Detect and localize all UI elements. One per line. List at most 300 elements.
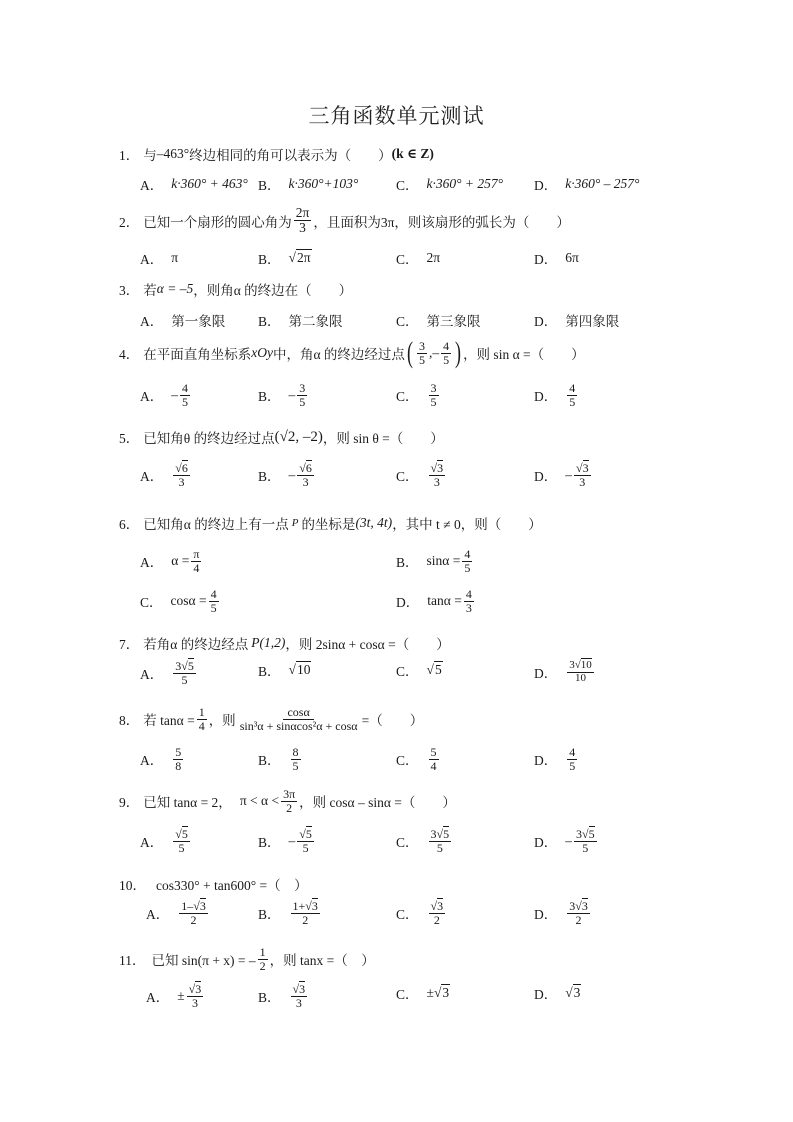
denominator: 3: [295, 995, 302, 1010]
numerator: √3: [188, 982, 202, 996]
denominator: 5: [436, 840, 443, 855]
radicand: 5: [187, 659, 194, 673]
option-c[interactable]: [396, 248, 440, 268]
option-value: k·360° + 463°: [171, 176, 248, 191]
option-value: 2π: [426, 250, 441, 265]
fraction: [187, 983, 204, 1009]
sqrt-expression: √5: [426, 662, 442, 677]
option-a[interactable]: [146, 900, 210, 926]
stem-text: 已知 tanα = 2，: [143, 795, 232, 811]
stem-point: (√2, –2): [274, 428, 323, 445]
option-value: 第四象限: [565, 314, 620, 329]
numerator: 4: [182, 381, 188, 395]
option-label: D．: [534, 314, 558, 329]
question-number: 4．: [119, 347, 140, 362]
option-d[interactable]: [534, 660, 596, 684]
numerator: 3: [299, 381, 306, 395]
numerator: 2π: [295, 205, 310, 220]
denominator: 5: [582, 840, 589, 855]
radicand: 5: [434, 662, 442, 677]
option-label: D．: [534, 987, 558, 1002]
sign: –: [432, 345, 440, 360]
numerator: 4: [569, 381, 576, 395]
option-d[interactable]: [534, 174, 639, 194]
option-label: B．: [258, 314, 281, 329]
sign: ±: [177, 988, 185, 1004]
option-b[interactable]: [258, 462, 316, 488]
option-c[interactable]: [396, 900, 447, 926]
stem-text: 若: [143, 283, 157, 298]
question-number: 9．: [119, 795, 140, 811]
option-label: D．: [534, 907, 558, 923]
radicand: 6: [181, 461, 188, 475]
fraction: [429, 746, 439, 772]
numerator: 8: [292, 745, 299, 759]
option-label: D．: [534, 835, 558, 851]
option-lhs: tanα =: [427, 593, 462, 609]
question-7: [119, 633, 450, 653]
option-c[interactable]: [396, 382, 441, 408]
numerator: 3π: [283, 787, 296, 801]
fraction: [179, 900, 208, 926]
question-number: 3．: [119, 283, 140, 298]
option-label: A．: [146, 907, 170, 923]
option-c[interactable]: [396, 660, 443, 680]
denominator: 5: [302, 840, 309, 855]
stem-text: ，则 sin θ =（ ）: [322, 431, 444, 446]
option-label: B．: [258, 469, 281, 485]
fraction: [567, 660, 594, 684]
option-label: C．: [396, 469, 419, 485]
option-label: A．: [140, 252, 164, 267]
denominator: 2: [575, 912, 582, 927]
question-1: [119, 144, 434, 164]
denominator: 3: [178, 474, 185, 489]
option-label: D．: [534, 178, 558, 193]
stem-fraction: [294, 206, 312, 235]
numerator: 1+√3: [292, 899, 318, 913]
numerator: 3√5: [175, 659, 194, 673]
radicand: 3: [442, 985, 450, 1000]
option-label: C．: [396, 389, 419, 405]
option-a[interactable]: [140, 248, 178, 268]
numerator: 5: [175, 745, 182, 759]
question-9: [119, 788, 456, 814]
options-row-10: [0, 900, 793, 940]
denominator: 3: [302, 474, 309, 489]
fraction: [173, 660, 196, 686]
denominator: 5: [178, 840, 185, 855]
option-label: C．: [396, 835, 419, 851]
option-c[interactable]: [140, 588, 221, 614]
fraction: [567, 382, 577, 408]
fraction: [567, 746, 577, 772]
question-number: 6．: [119, 517, 140, 532]
point-y: [441, 340, 451, 366]
denominator: 10: [575, 671, 587, 684]
radicand: 6: [305, 461, 312, 475]
denominator: 2: [302, 912, 309, 927]
stem-fraction: [281, 788, 297, 814]
option-a[interactable]: [140, 746, 185, 772]
denominator: 5: [182, 394, 188, 409]
question-number: 7．: [119, 637, 140, 652]
option-d[interactable]: [534, 248, 579, 268]
stem-text: 中，角α 的终边经过点: [272, 347, 405, 362]
option-label: B．: [396, 555, 419, 571]
option-label: D．: [534, 389, 558, 405]
radicand: 3: [195, 982, 202, 996]
radicand: 2π: [296, 250, 311, 265]
radicand: 10: [580, 659, 592, 671]
numerator: cosα: [283, 706, 313, 720]
stem-text: 的坐标是: [301, 517, 356, 532]
option-lhs: cosα =: [170, 593, 207, 609]
sign: –: [288, 833, 296, 849]
fraction: [567, 900, 590, 926]
option-label: D．: [534, 753, 558, 769]
option-label: A．: [140, 178, 164, 193]
option-label: A．: [140, 667, 164, 683]
stem-text: ，则 sin α =（ ）: [463, 347, 585, 362]
option-b[interactable]: [258, 248, 312, 268]
option-label: B．: [258, 907, 281, 923]
separator: ,: [428, 345, 433, 360]
fraction: [209, 588, 219, 614]
numerator: 4: [443, 338, 450, 353]
stem-text: 已知角θ 的终边经过点: [143, 431, 275, 446]
denominator: 5: [569, 394, 576, 409]
stem-text: 已知 sin(π + x) = –: [151, 953, 256, 969]
numerator: 3√5: [576, 827, 595, 841]
radicand: 3: [581, 899, 588, 913]
denominator: 5: [299, 394, 306, 409]
fraction: [173, 746, 183, 772]
numerator: 5: [430, 745, 437, 759]
stem-text: ，则 2sinα + cosα =（ ）: [285, 637, 450, 652]
page-title: 三角函数单元测试: [308, 104, 485, 128]
fraction: [297, 382, 307, 408]
radicand: 5: [305, 827, 312, 841]
option-value: 第三象限: [426, 314, 481, 329]
fraction: [291, 746, 301, 772]
point-x: [417, 340, 427, 366]
option-value: π: [171, 250, 179, 265]
denominator: 5: [210, 600, 217, 615]
stem-text: ，且面积为3π，则该扇形的弧长为（ ）: [313, 214, 570, 230]
option-label: A．: [140, 469, 164, 485]
numerator: √3: [576, 461, 589, 475]
numerator: √5: [299, 827, 312, 841]
right-paren: ): [455, 336, 462, 369]
numerator: √6: [299, 461, 312, 475]
left-paren: (: [406, 336, 413, 369]
stem-math: cos330° + tan600° =（ ）: [156, 878, 308, 893]
fraction: [464, 588, 474, 614]
numerator: √6: [175, 461, 188, 475]
fraction: [429, 900, 446, 926]
question-number: 5．: [119, 431, 140, 446]
fraction: [173, 462, 190, 488]
numerator: 3: [418, 338, 425, 353]
stem-text: 终边相同的角可以表示为（ ）: [189, 148, 392, 163]
sqrt-expression: √3: [565, 985, 581, 1000]
stem-text: 已知角α 的终边上有一点: [143, 517, 289, 532]
option-b[interactable]: [396, 548, 474, 574]
radicand: 3: [437, 899, 444, 913]
sign: –: [565, 467, 572, 483]
numerator: √5: [175, 827, 188, 841]
numerator: 4: [210, 587, 217, 601]
numerator: π: [193, 547, 200, 561]
option-label: D．: [534, 252, 558, 267]
stem-text: ，其中 t ≠ 0，则（ ）: [392, 517, 542, 532]
numerator: 1: [198, 705, 205, 719]
question-11: [119, 946, 375, 972]
option-b[interactable]: [258, 983, 309, 1009]
option-label: A．: [146, 990, 170, 1006]
radicand: 5: [443, 827, 450, 841]
option-b[interactable]: [258, 310, 343, 330]
numerator: 3√5: [430, 827, 450, 841]
question-2: [119, 206, 570, 235]
option-d[interactable]: [534, 900, 592, 926]
numerator-prefix: 3: [569, 899, 576, 913]
option-label: D．: [396, 595, 420, 611]
numerator-prefix: 1+: [292, 899, 306, 913]
denominator: 4: [193, 560, 200, 575]
options-row-6b: [0, 588, 793, 628]
stem-fraction: [197, 706, 207, 732]
option-b[interactable]: [258, 660, 311, 680]
option-value: k·360° – 257°: [565, 176, 640, 191]
option-d[interactable]: [534, 462, 593, 488]
option-label: C．: [396, 664, 419, 679]
options-row-9: [0, 828, 793, 868]
denominator: 3: [299, 220, 306, 236]
coefficient: 3: [576, 827, 582, 841]
stem-text: ，则: [208, 713, 236, 729]
option-d[interactable]: [534, 382, 579, 408]
option-a[interactable]: [146, 983, 205, 1009]
option-b[interactable]: [258, 382, 309, 408]
option-a[interactable]: [140, 828, 192, 854]
radicand: 3: [311, 899, 318, 913]
stem-text: 若 tanα =: [143, 713, 195, 729]
option-value: 6π: [565, 250, 579, 265]
option-label: B．: [258, 389, 281, 405]
sign: –: [288, 467, 296, 483]
option-label: A．: [140, 753, 164, 769]
option-label: A．: [140, 555, 164, 571]
fraction: [297, 828, 314, 854]
stem-point: (3t, 4t): [355, 515, 393, 530]
denominator: 5: [464, 560, 471, 575]
numerator: 4: [569, 745, 576, 759]
option-c[interactable]: [396, 828, 453, 854]
fraction: [173, 828, 190, 854]
option-label: B．: [258, 990, 281, 1006]
denominator: 8: [175, 758, 182, 773]
fraction: [297, 462, 314, 488]
numerator: √3: [430, 461, 444, 475]
option-d[interactable]: [534, 828, 599, 854]
option-lhs: sinα =: [426, 553, 461, 569]
stem-variable: P: [291, 517, 299, 529]
option-value: k·360°+103°: [288, 176, 359, 191]
question-5: [119, 427, 444, 447]
fraction: [574, 462, 591, 488]
option-b[interactable]: [258, 746, 303, 772]
numerator: 4: [464, 547, 471, 561]
option-label: C．: [396, 907, 419, 923]
option-label: B．: [258, 252, 281, 267]
option-c[interactable]: [396, 174, 503, 194]
question-3: [119, 279, 352, 299]
option-label: B．: [258, 835, 281, 851]
question-8: [119, 706, 423, 732]
sign: –: [171, 387, 178, 403]
denominator: 3: [191, 995, 198, 1010]
coefficient: 3: [175, 659, 182, 673]
stem-text: ，则 cosα – sinα =（ ）: [299, 795, 456, 811]
stem-math: π < α <: [239, 793, 280, 809]
denominator: 5: [443, 352, 450, 367]
options-row-6a: [0, 548, 793, 588]
numerator: 3: [430, 381, 437, 395]
option-label: D．: [534, 469, 558, 485]
denominator: sin³α + sinαcos²α + cosα: [239, 718, 358, 733]
numerator: 1–√3: [181, 899, 206, 913]
question-6: [119, 513, 542, 533]
stem-text: 已知一个扇形的圆心角为: [143, 214, 292, 230]
option-a[interactable]: [140, 310, 225, 330]
radicand: 3: [582, 461, 589, 475]
option-label: C．: [396, 987, 419, 1002]
numerator: 3√3: [569, 899, 588, 913]
fraction: [191, 548, 201, 574]
option-c[interactable]: [396, 310, 481, 330]
denominator: 3: [433, 474, 440, 489]
stem-fraction: [258, 946, 268, 972]
option-a[interactable]: [140, 548, 203, 574]
stem-math: –463°: [156, 146, 190, 161]
radicand: 10: [296, 662, 311, 677]
sign: –: [565, 833, 572, 849]
fraction: [462, 548, 472, 574]
option-label: C．: [396, 252, 419, 267]
option-label: B．: [258, 178, 281, 193]
numerator: √3: [292, 982, 306, 996]
denominator: 2: [259, 958, 266, 973]
fraction: [429, 462, 446, 488]
option-label: B．: [258, 753, 281, 769]
option-value: k·360° + 257°: [426, 176, 504, 191]
fraction: [429, 382, 439, 408]
option-value: 第一象限: [171, 314, 226, 329]
denominator: 5: [569, 758, 576, 773]
option-d[interactable]: [396, 588, 476, 614]
radicand: 3: [199, 899, 206, 913]
question-number: 10．: [119, 878, 146, 893]
stem-variable: xOy: [251, 345, 273, 360]
numerator: 4: [465, 587, 472, 601]
denominator: 2: [286, 800, 293, 815]
option-d[interactable]: [534, 746, 579, 772]
question-number: 1．: [119, 148, 140, 163]
radicand: 3: [299, 982, 306, 996]
stem-text: =（ ）: [361, 713, 424, 729]
denominator: 5: [418, 352, 425, 367]
option-label: B．: [258, 664, 281, 679]
option-d[interactable]: [534, 310, 619, 330]
option-a[interactable]: [140, 174, 248, 194]
option-value: 第二象限: [288, 314, 343, 329]
coefficient: 3: [569, 659, 575, 671]
options-row-5: [0, 462, 793, 502]
option-a[interactable]: [140, 660, 198, 686]
option-b[interactable]: [258, 174, 358, 194]
option-a[interactable]: [140, 382, 192, 408]
options-row-7: [0, 660, 793, 700]
radicand: 3: [437, 461, 444, 475]
sqrt-expression: √10: [288, 662, 311, 677]
sqrt-expression: √3: [433, 985, 450, 1000]
option-label: D．: [534, 666, 558, 682]
denominator: 3: [465, 600, 472, 615]
numerator: 1: [259, 945, 266, 959]
radicand: 3: [573, 985, 581, 1000]
option-c[interactable]: [396, 462, 447, 488]
fraction: [574, 828, 597, 854]
radicand: 5: [181, 827, 188, 841]
denominator: 5: [430, 394, 437, 409]
option-label: A．: [140, 389, 164, 405]
question-10: [119, 874, 308, 894]
coefficient: 3: [430, 827, 437, 841]
numerator: 3√10: [569, 659, 592, 671]
denominator: 5: [292, 758, 299, 773]
fraction: [180, 382, 190, 408]
question-4: [119, 338, 585, 368]
option-c[interactable]: [396, 983, 450, 1003]
denominator: 4: [430, 758, 437, 773]
options-row-11: [0, 983, 793, 1023]
options-row-4: [0, 382, 793, 422]
option-c[interactable]: [396, 746, 441, 772]
denominator: 5: [181, 672, 188, 687]
stem-text: 在平面直角坐标系: [143, 347, 252, 362]
option-b[interactable]: [258, 900, 322, 926]
denominator: 4: [198, 718, 205, 733]
option-b[interactable]: [258, 828, 316, 854]
denominator: 2: [190, 912, 197, 927]
option-label: C．: [140, 595, 163, 611]
fraction: [429, 828, 452, 854]
radicand: 5: [588, 827, 595, 841]
numerator-prefix: 1–: [181, 899, 194, 913]
numerator: √3: [430, 899, 444, 913]
option-d[interactable]: [534, 983, 581, 1003]
option-a[interactable]: [140, 462, 192, 488]
stem-math: (k ∈ Z): [391, 146, 434, 161]
fraction: [291, 900, 320, 926]
fraction: [291, 983, 308, 1009]
question-number: 8．: [119, 713, 140, 729]
stem-text: 与: [143, 148, 157, 163]
stem-expression: [238, 706, 360, 732]
option-label: C．: [396, 314, 419, 329]
